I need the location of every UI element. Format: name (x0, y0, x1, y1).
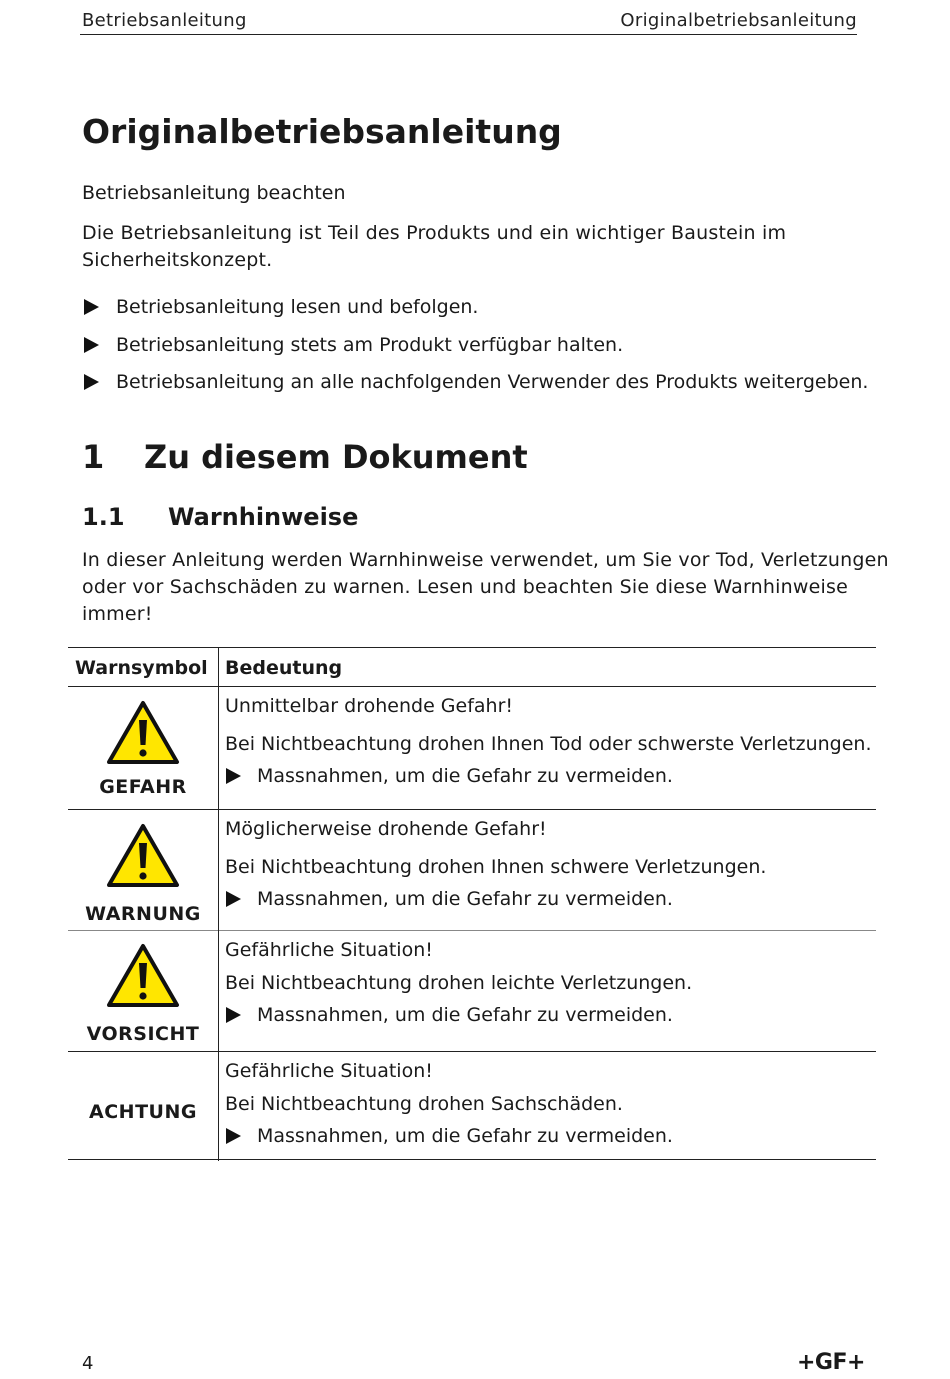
table-header-bedeutung: Bedeutung (225, 657, 343, 679)
bullet-triangle-icon (226, 768, 241, 784)
intro-bullet (82, 334, 623, 356)
table-row-symbol (68, 943, 218, 1045)
bullet-triangle-icon (226, 1007, 241, 1023)
warnings-table (68, 647, 876, 1161)
warnings-paragraph-line: immer! (82, 603, 153, 625)
signal-word: GEFAHR (99, 776, 187, 798)
signal-word: VORSICHT (86, 1023, 200, 1045)
meaning-action (225, 1004, 673, 1026)
table-row-symbol (68, 823, 218, 925)
warnings-paragraph (82, 547, 889, 628)
table-rule (68, 809, 876, 810)
meaning-action-text: Massnahmen, um die Gefahr zu vermeiden. (257, 765, 673, 787)
intro-bullet-text: Betriebsanleitung stets am Produkt verfügbar halten. (116, 334, 624, 356)
meaning-line: Gefährliche Situation! (225, 939, 433, 961)
section-number: 1.1 (82, 503, 125, 531)
meaning-line: Unmittelbar drohende Gefahr! (225, 695, 514, 717)
warnings-paragraph-line: In dieser Anleitung werden Warnhinweise verwendet, um Sie vor Tod, Verletzungen (82, 549, 889, 571)
document-title: Originalbetriebsanleitung (82, 112, 562, 151)
section-heading-1 (82, 438, 528, 476)
table-rule (68, 1159, 876, 1160)
meaning-action (225, 1125, 673, 1147)
table-row-symbol (68, 1101, 218, 1123)
bullet-triangle-icon (84, 337, 99, 353)
meaning-line: Bei Nichtbeachtung drohen leichte Verletzungen. (225, 972, 693, 994)
header-rule (80, 34, 857, 35)
table-rule (68, 647, 876, 648)
meaning-line: Bei Nichtbeachtung drohen Sachschäden. (225, 1093, 623, 1115)
intro-subtitle: Betriebsanleitung beachten (82, 182, 346, 204)
meaning-line: Möglicherweise drohende Gefahr! (225, 818, 547, 840)
bullet-triangle-icon (226, 1128, 241, 1144)
intro-paragraph-line: Die Betriebsanleitung ist Teil des Produkts und ein wichtiger Baustein im (82, 222, 787, 244)
meaning-line: Bei Nichtbeachtung drohen Ihnen schwere Verletzungen. (225, 856, 767, 878)
meaning-action-text: Massnahmen, um die Gefahr zu vermeiden. (257, 1125, 673, 1147)
table-rule (68, 686, 876, 687)
section-title: Zu diesem Dokument (144, 438, 528, 476)
meaning-line: Gefährliche Situation! (225, 1060, 433, 1082)
meaning-action (225, 765, 673, 787)
table-header-warnsymbol: Warnsymbol (75, 657, 208, 679)
signal-word: ACHTUNG (89, 1101, 197, 1123)
section-title: Warnhinweise (168, 503, 359, 531)
bullet-triangle-icon (84, 299, 99, 315)
page-number: 4 (82, 1353, 94, 1374)
table-column-divider (218, 647, 219, 1161)
running-header-left: Betriebsanleitung (82, 10, 247, 31)
intro-bullet-text: Betriebsanleitung an alle nachfolgenden Verwender des Produkts weitergeben. (116, 371, 869, 393)
warning-triangle-icon (106, 823, 180, 889)
table-rule (68, 1051, 876, 1052)
table-row-symbol (68, 700, 218, 798)
meaning-action-text: Massnahmen, um die Gefahr zu vermeiden. (257, 888, 673, 910)
intro-bullet (82, 371, 868, 393)
intro-bullet (82, 296, 478, 318)
section-heading-1-1 (82, 503, 358, 531)
table-rule (68, 930, 876, 931)
signal-word: WARNUNG (85, 903, 201, 925)
bullet-triangle-icon (226, 891, 241, 907)
bullet-triangle-icon (84, 374, 99, 390)
meaning-line: Bei Nichtbeachtung drohen Ihnen Tod oder schwerste Verletzungen. (225, 733, 872, 755)
warnings-paragraph-line: oder vor Sachschäden zu warnen. Lesen und beachten Sie diese Warnhinweise (82, 576, 848, 598)
company-logo: +GF+ (797, 1350, 865, 1375)
intro-paragraph (82, 220, 786, 274)
section-number: 1 (82, 438, 105, 476)
intro-bullet-text: Betriebsanleitung lesen und befolgen. (116, 296, 479, 318)
warning-triangle-icon (106, 700, 180, 766)
running-header-right: Originalbetriebsanleitung (620, 10, 857, 31)
intro-paragraph-line: Sicherheitskonzept. (82, 249, 273, 271)
warning-triangle-icon (106, 943, 180, 1009)
meaning-action-text: Massnahmen, um die Gefahr zu vermeiden. (257, 1004, 673, 1026)
meaning-action (225, 888, 673, 910)
